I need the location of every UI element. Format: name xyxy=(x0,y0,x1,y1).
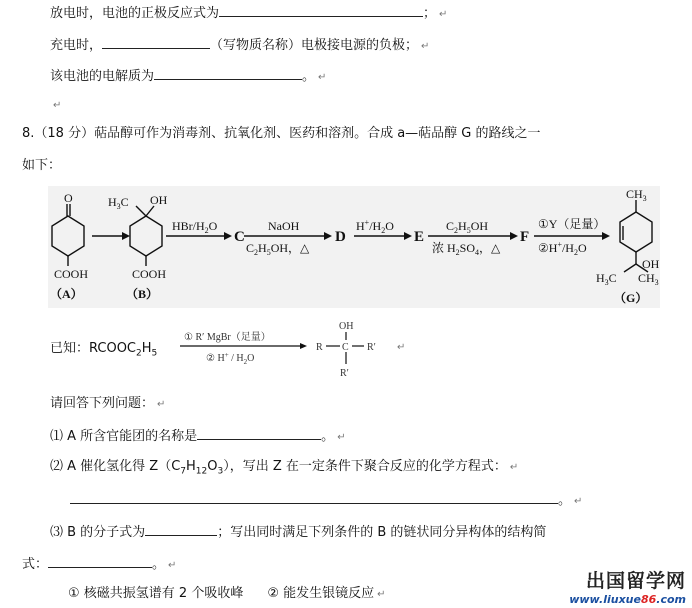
answer-blank[interactable] xyxy=(197,426,321,440)
known-reaction-label: 已知：$RCOOC_2H_5$ xyxy=(50,341,158,359)
b-methyl: $H_3C$ xyxy=(108,195,129,211)
paragraph-mark-icon: ↵ xyxy=(421,41,430,52)
step2-reagent: NaOH xyxy=(268,219,300,233)
structure-g-ring xyxy=(620,212,652,252)
g-hydroxyl: OH xyxy=(642,257,660,271)
answer-blank[interactable] xyxy=(145,522,217,536)
known-step2: ② $H^+ / H_2O$ xyxy=(206,351,255,366)
paragraph-mark-icon: ↵ xyxy=(318,72,327,83)
sub-question-2: ⑵ A 催化氢化得 $Z(C_7H_{12}O_3)$，写出 Z 在一定条件下聚合反应的化学方程式： ↵ xyxy=(50,459,519,477)
step5-reagent: ①Y（足量） xyxy=(538,217,606,231)
answer-blank[interactable] xyxy=(154,66,302,80)
prompt-line: 请回答下列问题： ↵ xyxy=(50,396,166,411)
compound-e: E xyxy=(414,229,425,245)
paragraph-mark-icon: ↵ xyxy=(439,9,448,20)
known-product-r: R xyxy=(316,342,323,353)
label-a: （A） xyxy=(50,287,83,301)
sub-question-3: ⑶ B 的分子式为 ；写出同时满足下列条件的 B 的链状同分异构体的结构简 xyxy=(50,522,546,542)
line-discharge: 放电时，电池的正极反应式为 ； ↵ xyxy=(50,3,447,24)
known-step1: ① R′ MgBr（足量） xyxy=(184,332,271,343)
b-hydroxyl: OH xyxy=(150,193,168,207)
known-product-c: C xyxy=(342,342,349,353)
question-8-stem-cont: 如下： xyxy=(22,158,62,173)
watermark-url: www.liuxue86.com xyxy=(569,593,686,606)
a-cooh: COOH xyxy=(54,267,89,281)
line-electrolyte: 该电池的电解质为 。 ↵ xyxy=(50,66,326,87)
known-reaction-svg xyxy=(176,316,406,386)
paragraph-mark-icon: ↵ xyxy=(168,560,177,571)
answer-blank[interactable] xyxy=(48,554,152,568)
g-methyl: $CH_3$ xyxy=(626,187,647,203)
compound-d: D xyxy=(335,229,346,245)
structure-b-ring xyxy=(130,216,162,256)
paragraph-mark-icon: ↵ xyxy=(377,589,386,600)
discharge-text: 放电时，电池的正极反应式为 xyxy=(50,6,220,21)
question-8-stem: 8.（18 分）萜品醇可作为消毒剂、抗氧化剂、医药和溶剂。合成 a—萜品醇 G 的路线之一 xyxy=(22,126,541,141)
compound-c: C xyxy=(234,229,245,245)
synthesis-scheme xyxy=(48,186,660,308)
answer-blank[interactable] xyxy=(70,490,558,504)
step4-conditions: 浓 $H_2SO_4$，△ xyxy=(432,241,501,257)
step4-reagent: $C_2H_5OH$ xyxy=(446,219,489,235)
g-left-methyl: $H_3C$ xyxy=(596,271,617,287)
line-charge: 充电时， （写物质名称）电极接电源的负极； ↵ xyxy=(50,35,429,56)
conditions-line xyxy=(68,585,386,604)
empty-paragraph xyxy=(50,96,61,115)
sub-question-3-cont: 式： 。 ↵ xyxy=(22,554,176,575)
known-reaction xyxy=(176,316,406,386)
compound-f: F xyxy=(520,229,530,245)
b-cooh: COOH xyxy=(132,267,167,281)
step1-reagent: HBr/$H_2O$ xyxy=(172,219,218,235)
synthesis-scheme-svg xyxy=(48,186,660,308)
paragraph-mark-icon: ↵ xyxy=(53,100,62,111)
label-b: （B） xyxy=(126,287,159,301)
paragraph-mark-icon: ↵ xyxy=(574,496,583,507)
sub-question-1: ⑴ A 所含官能团的名称是 。 ↵ xyxy=(50,426,346,447)
known-product-r1: R′ xyxy=(367,342,376,353)
answer-blank[interactable] xyxy=(219,3,423,17)
known-product-oh: OH xyxy=(339,321,354,332)
paragraph-mark-icon: ↵ xyxy=(397,342,406,353)
watermark-title: 出国留学网 xyxy=(585,570,686,592)
step5-conditions: $②H^+/H_2O$ xyxy=(538,240,587,257)
known-product-r2: R′ xyxy=(340,368,349,379)
step2-conditions: $C_2H_5OH$，△ xyxy=(246,241,310,257)
g-right-methyl: $CH_3$ xyxy=(638,271,659,287)
sub-question-2-blank-line: 。 ↵ xyxy=(70,490,582,511)
paragraph-mark-icon: ↵ xyxy=(157,399,166,410)
condition-2: ② 能发生银镜反应 xyxy=(267,586,375,601)
watermark xyxy=(569,566,686,606)
step3-reagent: $H^+/H_2O$ xyxy=(356,218,394,235)
a-carbonyl-o: O xyxy=(64,191,73,205)
answer-blank[interactable] xyxy=(102,35,210,49)
paragraph-mark-icon: ↵ xyxy=(337,432,346,443)
paragraph-mark-icon: ↵ xyxy=(509,462,519,473)
structure-a-ring xyxy=(52,216,84,256)
condition-1: ① 核磁共振氢谱有 2 个吸收峰 xyxy=(68,586,244,601)
label-g: （G） xyxy=(614,291,648,305)
